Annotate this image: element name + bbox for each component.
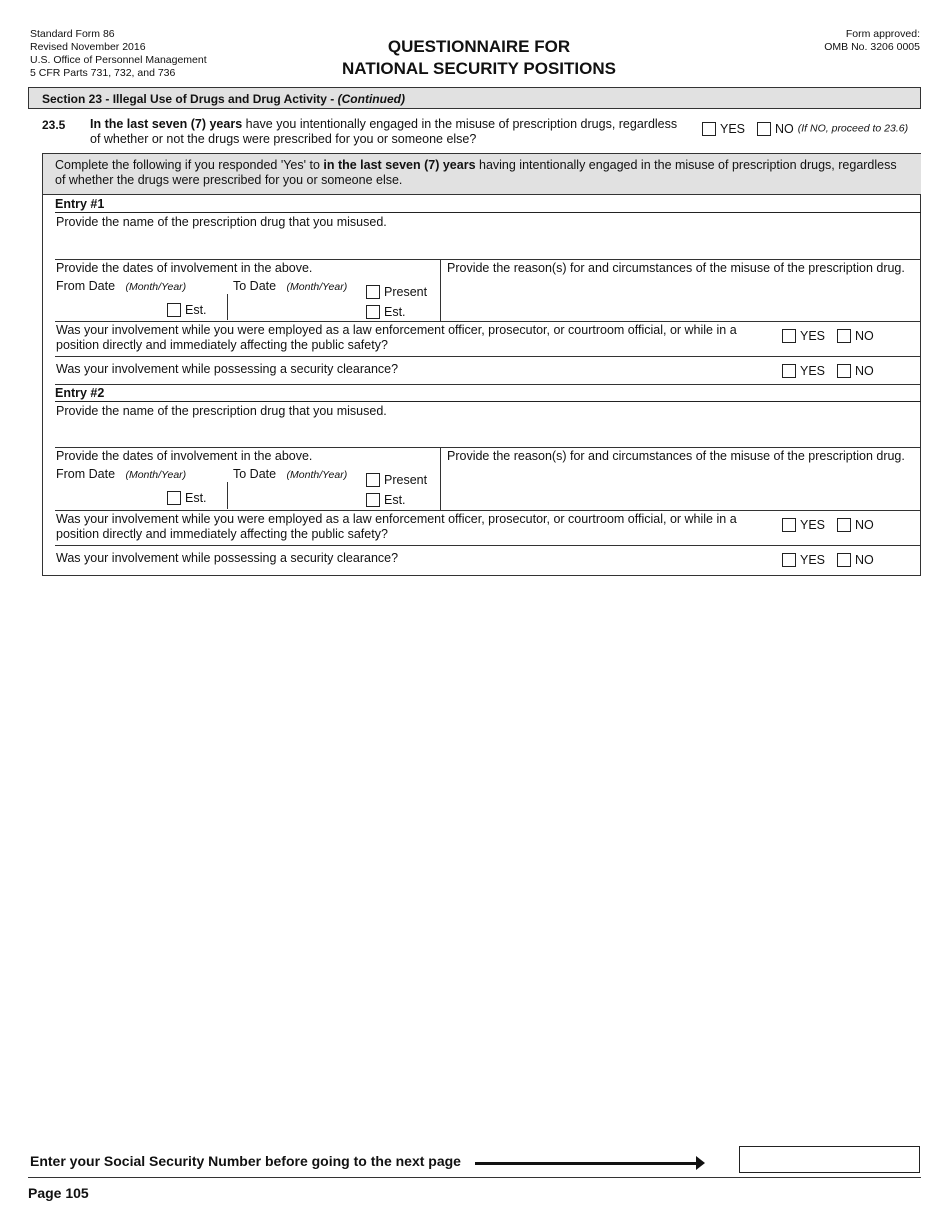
- entry-1-reasons-label: Provide the reason(s) for and circumstances of the misuse of the prescription drug.: [447, 261, 905, 275]
- divider: [227, 294, 228, 320]
- form-agency: U.S. Office of Personnel Management: [30, 54, 207, 66]
- form-cfr: 5 CFR Parts 731, 732, and 736: [30, 67, 176, 79]
- section-header: Section 23 - Illegal Use of Drugs and Drug Activity - (Continued): [28, 87, 921, 109]
- entry-1-clearance-no-checkbox[interactable]: [837, 364, 851, 378]
- no-checkbox[interactable]: [757, 122, 771, 136]
- entry-2-from-date-label: From Date (Month/Year): [56, 467, 187, 481]
- form-number: Standard Form 86: [30, 28, 115, 40]
- divider: [227, 482, 228, 509]
- entry-2-clearance-no-checkbox[interactable]: [837, 553, 851, 567]
- question-text: In the last seven (7) years have you intentionally engaged in the misuse of prescription drugs, regardless of whether or not the drugs were prescribed for you or someone else?: [90, 117, 678, 146]
- entry-1-to-est: Est.: [366, 303, 418, 320]
- divider: [55, 447, 921, 448]
- instructions: Complete the following if you responded 'Yes' to in the last seven (7) years having intentionally engaged in the misuse of prescription drugs, regardless of whether the drugs were prescribed for you or someone else.: [43, 154, 921, 195]
- entry-2-clearance-yes-no: YES NO: [782, 551, 886, 568]
- entry-1-present-checkbox[interactable]: [366, 285, 380, 299]
- entry-1-to-est-checkbox[interactable]: [366, 305, 380, 319]
- entry-2-present: Present: [366, 471, 439, 488]
- omb-approval: Form approved: OMB No. 3206 0005: [824, 28, 920, 53]
- question-yes-no: YES NO (If NO, proceed to 23.6): [702, 120, 908, 137]
- form-revision: Revised November 2016: [30, 41, 146, 53]
- arrow-right-icon: [475, 1162, 697, 1165]
- entry-2-from-est-checkbox[interactable]: [167, 491, 181, 505]
- arrow-head-icon: [696, 1156, 705, 1170]
- entry-1-present: Present: [366, 283, 439, 300]
- entry-1-header: Entry #1: [55, 196, 921, 213]
- divider: [55, 321, 921, 322]
- entry-2-employed-no-checkbox[interactable]: [837, 518, 851, 532]
- entry-1-clearance-yes-no: YES NO: [782, 362, 886, 379]
- question-number: 23.5: [42, 118, 66, 132]
- entry-2-from-est: Est.: [167, 489, 219, 506]
- entry-2-present-checkbox[interactable]: [366, 473, 380, 487]
- entry-1-employed-yes-checkbox[interactable]: [782, 329, 796, 343]
- page-title: QUESTIONNAIRE FOR NATIONAL SECURITY POSITIONS: [342, 37, 616, 78]
- divider: [55, 510, 921, 511]
- yes-checkbox[interactable]: [702, 122, 716, 136]
- entry-2-clearance-yes-checkbox[interactable]: [782, 553, 796, 567]
- entry-1-from-est-checkbox[interactable]: [167, 303, 181, 317]
- entry-1-drug-name-label: Provide the name of the prescription drug that you misused.: [56, 215, 387, 229]
- entry-2-reasons-field[interactable]: [441, 464, 921, 509]
- entry-2-reasons-label: Provide the reason(s) for and circumstances of the misuse of the prescription drug.: [447, 449, 905, 463]
- entry-2-employed-yes-checkbox[interactable]: [782, 518, 796, 532]
- entry-1-drug-name-field[interactable]: [55, 213, 921, 259]
- no-note: (If NO, proceed to 23.6): [797, 122, 909, 135]
- ssn-prompt: Enter your Social Security Number before going to the next page: [30, 1153, 461, 1169]
- entry-2-header: Entry #2: [55, 385, 921, 402]
- footer-divider: [28, 1177, 921, 1178]
- entry-2-drug-name-label: Provide the name of the prescription drug that you misused.: [56, 404, 387, 418]
- entry-1-reasons-field[interactable]: [441, 276, 921, 320]
- entry-2-to-est: Est.: [366, 491, 418, 508]
- entry-2-drug-name-field[interactable]: [55, 402, 921, 447]
- entry-2-clearance-question: Was your involvement while possessing a security clearance?: [56, 551, 399, 565]
- entry-1-employed-no-checkbox[interactable]: [837, 329, 851, 343]
- divider: [55, 356, 921, 357]
- entry-1-employed-question: Was your involvement while you were employed as a law enforcement officer, prosecutor, or courtroom official, or while in a position directly and immediately affecting the public safety?: [56, 323, 737, 352]
- page-number: Page 105: [28, 1185, 89, 1201]
- entry-2-employed-question: Was your involvement while you were employed as a law enforcement officer, prosecutor, or courtroom official, or while in a position directly and immediately affecting the public safety?: [56, 512, 737, 541]
- ssn-input[interactable]: [739, 1146, 920, 1173]
- divider: [55, 259, 921, 260]
- entry-1-employed-yes-no: YES NO: [782, 327, 886, 344]
- entry-2-to-date-label: To Date (Month/Year): [233, 467, 348, 481]
- entry-1-clearance-yes-checkbox[interactable]: [782, 364, 796, 378]
- entry-2-employed-yes-no: YES NO: [782, 516, 886, 533]
- entry-2-to-est-checkbox[interactable]: [366, 493, 380, 507]
- entry-1-from-est: Est.: [167, 301, 219, 318]
- entry-1-dates-label: Provide the dates of involvement in the above.: [56, 261, 313, 275]
- divider: [55, 545, 921, 546]
- entry-1-clearance-question: Was your involvement while possessing a security clearance?: [56, 362, 399, 376]
- entry-2-dates-label: Provide the dates of involvement in the above.: [56, 449, 313, 463]
- entry-1-from-date-label: From Date (Month/Year): [56, 279, 187, 293]
- entry-1-to-date-label: To Date (Month/Year): [233, 279, 348, 293]
